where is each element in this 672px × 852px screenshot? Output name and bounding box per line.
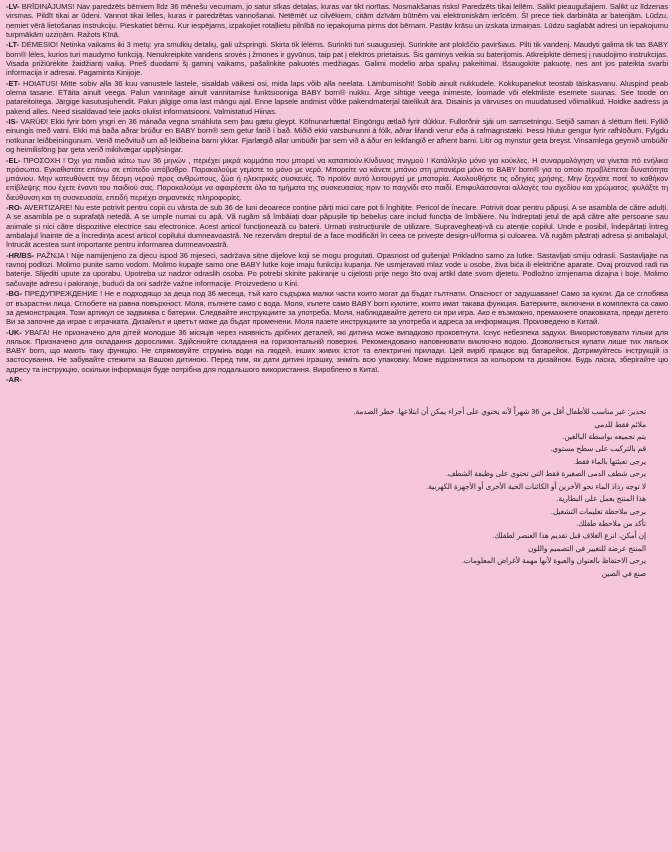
arabic-line: هذا المنتج يعمل على البطارية. [556, 494, 646, 504]
section-code-ar: -AR- [6, 375, 23, 385]
arabic-line: ملائم فقط للدمي [594, 419, 646, 429]
warning-section-is [4, 117, 668, 154]
section-text: AVERTIZARE! Nu este potrivit pentru copii cu vârsta de sub 36 de luni deoarece conține părți mici care pot fi înghițite. Pericol de înecare. Potrivit doar pentru păpuși. A se asambla de către adulți. A se asambla pe o suprafață netedă. A se umple numai cu apă. Vă rugăm să îmbăiați doar păpușile tip bebeluș care includ funcția de îmbăiere. Nu îndreptați jetul de apă către alte persoane sau animale și nici către dispozitive electrice sau electronice. Acest articol funcționează cu baterii. Urmați instrucțiunile de utilizare. Supravegheați-vă cu atenție copilul. Unde e posibil, îndepărtați întreg ambalajul înainte de a încredința acest articol copilului dumneavoastră. Ne rezervăm dreptul de a face modificări în ceea ce privește design-ul/forma și culoarea. Vă rugăm păstrați adresa și ambalajul, întrucât acestea sunt importante pentru informarea dumneavoastră. [6, 203, 668, 250]
section-code: -IS- [6, 117, 18, 127]
arabic-line: تأكد من ملاحظة طفلك. [576, 518, 646, 528]
arabic-line: تحذير: غير مناسب للأطفال أقل من 36 شهراً لأنه يحتوي على أجزاء يمكن أن ابتلاعها. خطر الصدمة. [353, 407, 646, 417]
section-code: -HR/BS- [6, 250, 35, 260]
section-text: VARÚÐ! Ekki fyrir börn yngri en 36 mánaða vegna smáhluta sem þau gætu gleypt. Köfnunarhætta! Eingöngu ætlað fyrir dúkkur. Fullorðnir sjái um samsetningu. Setjið saman á sléttum fleti. Fyllið einungis með vatni. Ekki má baða aðrar brúður en BABY born® sem getur farið í bað. Miðið ekki vatsbununni á fólk, aðrar lifandi verur eða á rafmagnstæki. Þessi hlutur gengur fyrir rafhlöðum. Fylgdu notkunar leiðbeiningunum. Verið meðvituð um að leiðbeina barni ykkar. Fjarlægið allar umbúðir þar sem við á áður en leikfangið er afhent barni. Litir og mynstur geta breyst. Vinsamlega geymið umbúðir og heimilisföng þar geta verið mikilvægar upplýsingar. [6, 117, 668, 155]
arabic-line: قم بالتركيب على سطح مستوي. [550, 444, 646, 454]
warning-section-el [4, 156, 668, 202]
warning-section-lt [4, 40, 668, 77]
section-text: PAŽNJA ! Nije namijenjeno za djecu ispod 36 mjeseci, sadržava sitne dijelove koji se mogu progutati. Opasnost od gušenja! Prikladno samo za lutke. Sastavljati smiju odrasli. Sastavljajte na ravnoj podlozi. Molimo punite samo vodom. Molimo kupajte samo one BABY lutke koje imaju funkciju kupanja. Ne usmjeravati mlaz vode u osobe, živa bića ili električne aparate. Ovaj proizvod radi na baterije. Slijediti upute za uporabu. Upotreba uz nadzor odraslih osoba. Po potrebi skinite pakiranje u cijelosti prije nego što ovaj artikl date svom djetetu. Podložno izmjenama dizajna i boje. Molimo sačuvajte adresu i pakiranje, budući da oni sadrže važne informacije. Proizvedeno u Kini. [6, 250, 668, 288]
arabic-line: يرجى الاحتفاظ بالعنوان والعبوة لأنها مهمة لأغراض المعلومات. [461, 556, 646, 566]
section-text: ПРЕДУПРЕЖДЕНИЕ ! Не е подходящо за деца под 36 месеца, тъй като съдържа малки части които могат да бъдат гълтнати. Опасност от задушаване! Само за кукли. Да се сглобява от възрастни лица. Сглобете на равна повърхност. Моля, пълнете само с вода. Моля, къпете само BABY born куклите, които имат такава функция. Батериите, включени в комплекта са само за демонстрация. Този артикул се задвижва с батерии. Следвайте инструкциите за употреба. Моля, наблюдавайте детето си при игра. Ако е възможно, премахнете опаковката, преди детето Ви за започне да играе с играчката. Дизайнът и цветът може да бъдат променени. Моля пазете инструкциите за употреба и адреса за информация. Произведено в Китай. [6, 289, 669, 327]
warning-section-bg [4, 289, 668, 326]
section-text: ΠΡΟΣΟΧΗ ! Όχι για παιδιά κάτω των 36 μηνών , περιέχει μικρά κομμάτια που μπορεί να καταπιούν.Κίνδυνος πνιγμού ! Κατάλληλο μόνο για κούκλες. Η συναρμολόγηση να γίνεται πό ενήλικα πρόσωπα. Εγκαθιστάτε επάνω σε επίπεδο υπόβαθρο. Παρακαλούμε γεμίστε το μόνο με νερό. Μπορείτε να κάνετε μπάνιο στη μπανιέρα μόνο το BABY born® για το οποίο προβλέπεται δυνατότητα μπάνιου. Μην κατευθύνετε την δέσμη νερού προς ανθρώπους, ζώα ή ηλεκτρικές συσκευές. Το προϊόν αυτό λειτουργεί με μπαταρία. Ακολουθήστε τις οδηγίες χρήσης. Μην ξεχνάτε ποτέ το καθήκον επίβλεψης που έχετε έναντι του παιδιού σας. Παρακαλούμε να αφαιρέσετε όλα τα τμήματα της συσκευασίας πριν το παιχνίδι στο παιδί. Επιφυλάσσονται αλλαγές του σχεδίου και χρώματος. φυλάξτε τη διεύθυνση και τη συσκευασία, επειδή περιέχει σημαντικές πληροφορίες. [6, 155, 669, 202]
section-code: -LV- [6, 2, 20, 11]
warning-section-lv [4, 2, 668, 39]
arabic-line: المنتج عرضة للتغيير في التصميم واللون [528, 543, 646, 553]
section-text: УВАГА! Не призначено для дітей молодше 36 місяців через наявність дрібних деталей, які дитина може випадково проковтнути. Існує небезпека задухи. Використовувати тільки для ляльок. Призначено для складання дорослими. Здійснюйте складання на горизонтальній поверхні. Рекомендовано наповнювати виключно водою. Дозволяється купати лише тих ляльок BABY born, що мають таку функцію. Не спрямовуйте струмінь води на людей, інших живих істот та електричні прилади. Цей виріб працює від батарейок. Дотримуйтесь інструкцій із застосування. Не забувайте стежити за Вашою дитиною. Перед тим, як дати дитині іграшку, зніміть всю упаковку. Може відрізнятися за кольором та дизайном. Будь ласка, зберігайте цю адресу та інструкцію, оскільки інформація буде потрібна для подальшого використання. Вироблено в Китаї. [6, 327, 669, 374]
arabic-line: يرجى شطف الدمى الصغيرة فقط التي تحتوي على وظيفة الشطف. [445, 469, 646, 479]
arabic-line: لا توجه رذاذ الماء نحو الأخرين أو الكائنات الحية الأخرى أو الأجهزة الكهربية. [426, 481, 646, 491]
arabic-line: يرجى ملاحظة تعليمات التشغيل. [550, 506, 646, 516]
section-text: DĖMESIO! Netinka vaikams iki 3 metų: yra smulkių detalių, gali užspringti. Skirta tik lėlėms. Surinkti turi suaugusieji. Surinkite ant plokščio paviršiaus. Pilti tik vandenį. Maudyti galima tik tas BABY born® lėles, kurios turi maudymo funkciją. Nenukreipkite vandens srovės į žmones ir gyvūnus, taip pat į elektros prietaisus. Šis gaminys veikia su baterijomis. Atkreipkite dėmesį į naudojimo instrukcijas. Visada prižiūrėkite žaidžiantį vaiką. Prieš duodami šį gaminį vaikams, pašalinkite pakuotės medžiagas. Galimi modelio arba spalvų pakeitimai. Išsaugokite pakuotę, nes ant jos pateikta svarbi informacija ir adresai. Pagaminta Kinijoje. [6, 40, 669, 78]
arabic-line: إن أمكن، انزع الغلاف قبل تقديم هذا العنصر لطفلك. [492, 531, 646, 541]
warning-section-hr-bs [4, 251, 668, 288]
section-code: -BG- [6, 289, 23, 299]
warning-sections [4, 2, 668, 374]
arabic-line: يتم تجميعه بواسطة البالغين. [562, 432, 646, 442]
arabic-warning-block [4, 406, 668, 580]
arabic-line: يرجى تعبئتها بالماء فقط. [573, 456, 646, 466]
section-text: BRĪDINĀJUMS! Nav paredzēts bērniem līdz 36 mēnešu vecumam, jo satur sīkas detaļas, kuras var tikt norītas. Nosmakšanas risks! Paredzēts tikai lellēm. Salikt pieaugušajiem. Salikt uz līdzenas virsmas. Pildīt tikai ar ūdeni. Vannot tikai lelles, kuras ir paredzētas vannošanai. Netēmēt uz cilvēkiem, citām dzīvām būtnēm vai elektroniskām ierīcēm. Šī prece tiek darbināta ar baterijām. Lūdzu, ņemiet vērā lietošanas instrukciju. Pieskatiet bērnu. Kur iespējams, izpakojiet rotaļlietu pilnībā no iepakojuma pirms dot bērnam. Pastāv krāsu un izskata izmaiņas. Lūdzu saglabāt adresi un iepakojumu turpmākām uzziņām. Ražots Ķīnā. [6, 2, 669, 39]
warning-section-et [4, 79, 668, 116]
section-code: -RO- [6, 203, 23, 213]
warning-section-uk [4, 328, 668, 374]
section-code: -UK- [6, 327, 22, 337]
warning-section-ro [4, 203, 668, 249]
section-code: -LT- [6, 40, 20, 50]
section-code: -ET- [6, 78, 21, 88]
arabic-line: صنع في الصين [601, 568, 646, 578]
section-text: HOIATUS! Mitte sobiv alla 36 kuu vanustele lastele, sisaldab väikesi osi, mida laps võib alla neelata. Lämbumisoht! Sobib ainult nukkudele. Kokkupanekut teostab täiskasvanu. Aluspind peab olema tasane. ETäita ainult veega. Palun vannitage ainult vannitamise funktsiooniga BABY born® nukku. Ärge sihtige veega inimeste, loomade või elektriliste esemete suunas. See toode on patareitoitega. Järgige kasutusjuhendit. Palun jälgige oma last mängu ajal. Enne lapsele andmist võtke pakendmaterjal täielikult ära. Disainis ja värvuses on muudatused võimalikud. Hoidke aadress ja pakend alles. Need sisaldavad teie jaoks olulist informatsiooni. Valmistatud Hiinas. [6, 78, 668, 116]
section-code: -EL- [6, 155, 21, 165]
